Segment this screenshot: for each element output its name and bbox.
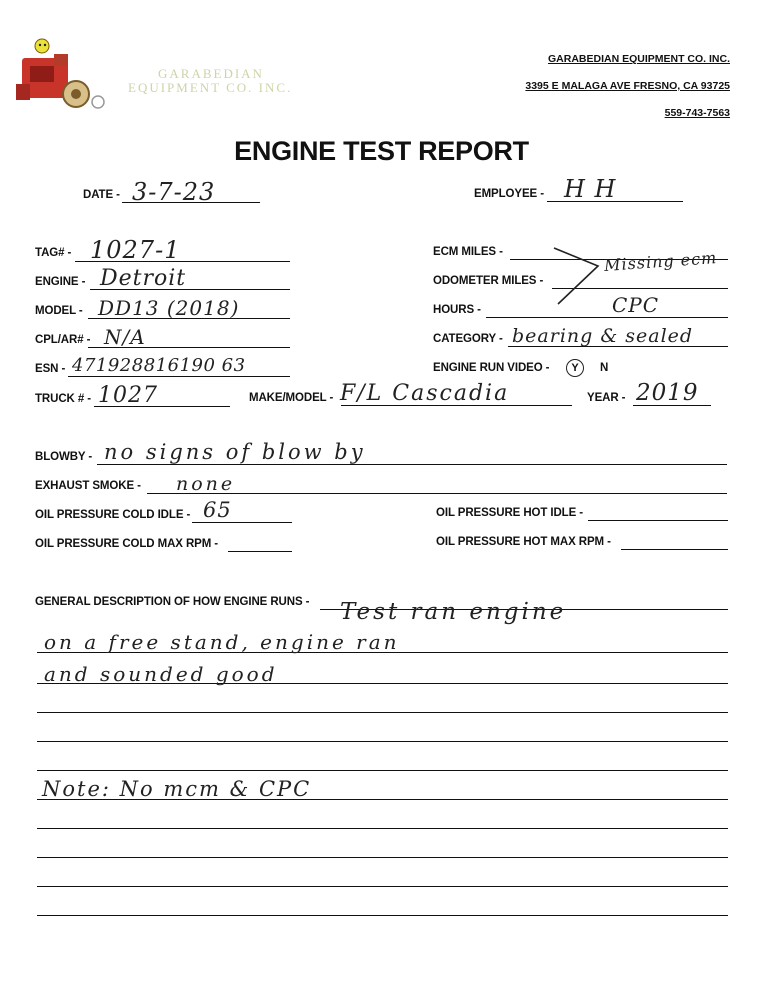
model-label: MODEL - <box>35 305 83 317</box>
ecm-miles-label: ECM MILES - <box>433 246 503 258</box>
general-description-label: GENERAL DESCRIPTION OF HOW ENGINE RUNS - <box>35 596 310 608</box>
esn-value[interactable]: 471928816190 63 <box>72 355 246 376</box>
engine-value[interactable]: Detroit <box>100 266 187 291</box>
oil-hot-idle-label: OIL PRESSURE HOT IDLE - <box>436 507 584 519</box>
description-line-11 <box>37 915 728 916</box>
tag-value[interactable]: 1027-1 <box>90 236 181 264</box>
video-yes-label: Y <box>571 362 579 374</box>
company-address: 3395 E MALAGA AVE FRESNO, CA 93725 <box>525 80 730 92</box>
logo-icon <box>14 36 106 114</box>
blowby-line <box>97 464 727 465</box>
video-no-option[interactable]: N <box>600 362 609 374</box>
cpl-value[interactable]: N/A <box>104 325 146 349</box>
year-label: YEAR - <box>587 392 626 404</box>
description-line-8 <box>37 828 728 829</box>
oil-cold-max-line <box>228 551 292 552</box>
oil-hot-max-label: OIL PRESSURE HOT MAX RPM - <box>436 536 611 548</box>
company-phone: 559-743-7563 <box>664 107 730 119</box>
description-text-line-2[interactable]: on a free stand, engine ran <box>44 630 400 654</box>
make-model-label: MAKE/MODEL - <box>249 392 334 404</box>
oil-cold-idle-value[interactable]: 65 <box>203 498 232 522</box>
oil-cold-idle-label: OIL PRESSURE COLD IDLE - <box>35 509 191 521</box>
handwritten-bracket-icon <box>548 244 608 314</box>
esn-line <box>68 376 290 377</box>
page-title: ENGINE TEST REPORT <box>234 136 529 166</box>
hours-label: HOURS - <box>433 304 481 316</box>
oil-hot-idle-line <box>588 520 728 521</box>
description-line-4 <box>37 712 728 713</box>
model-value[interactable]: DD13 (2018) <box>98 296 240 320</box>
description-line-9 <box>37 857 728 858</box>
hours-line <box>486 317 728 318</box>
make-model-value[interactable]: F/L Cascadia <box>340 381 510 406</box>
esn-label: ESN - <box>35 363 66 375</box>
description-line-10 <box>37 886 728 887</box>
exhaust-smoke-label: EXHAUST SMOKE - <box>35 480 141 492</box>
logo-text-line1: GARABEDIAN <box>158 66 264 81</box>
blowby-label: BLOWBY - <box>35 451 93 463</box>
oil-hot-max-line <box>621 549 728 550</box>
description-line-5 <box>37 741 728 742</box>
video-yes-option[interactable] <box>566 359 584 377</box>
year-value[interactable]: 2019 <box>636 380 699 406</box>
description-text-line-3[interactable]: and sounded good <box>44 662 278 686</box>
description-text-line-1[interactable]: Test ran engine <box>340 599 567 625</box>
note-text-line[interactable]: Note: No mcm & CPC <box>42 777 312 801</box>
category-value[interactable]: bearing & sealed <box>512 325 694 347</box>
truck-label: TRUCK # - <box>35 393 91 405</box>
employee-value[interactable]: H H <box>564 175 617 203</box>
date-label: DATE - <box>83 189 120 201</box>
tag-label: TAG# - <box>35 247 72 259</box>
engine-run-video-label: ENGINE RUN VIDEO - <box>433 362 550 374</box>
date-value[interactable]: 3-7-23 <box>132 178 216 206</box>
missing-ecm-note[interactable]: Missing ecm <box>603 248 718 275</box>
oil-cold-max-label: OIL PRESSURE COLD MAX RPM - <box>35 538 219 550</box>
exhaust-smoke-value[interactable]: none <box>176 473 236 495</box>
company-name: GARABEDIAN EQUIPMENT CO. INC. <box>547 53 730 65</box>
engine-label: ENGINE - <box>35 276 86 288</box>
description-line-6 <box>37 770 728 771</box>
truck-value[interactable]: 1027 <box>98 383 158 408</box>
odometer-label: ODOMETER MILES - <box>433 275 544 287</box>
logo-text-line2: EQUIPMENT CO. INC. <box>128 80 293 95</box>
cpl-label: CPL/AR# - <box>35 334 91 346</box>
cpc-note[interactable]: CPC <box>612 293 660 317</box>
oil-cold-idle-line <box>192 522 292 523</box>
category-label: CATEGORY - <box>433 333 503 345</box>
company-logo <box>14 36 106 114</box>
blowby-value[interactable]: no signs of blow by <box>104 440 366 464</box>
employee-label: EMPLOYEE - <box>474 188 544 200</box>
